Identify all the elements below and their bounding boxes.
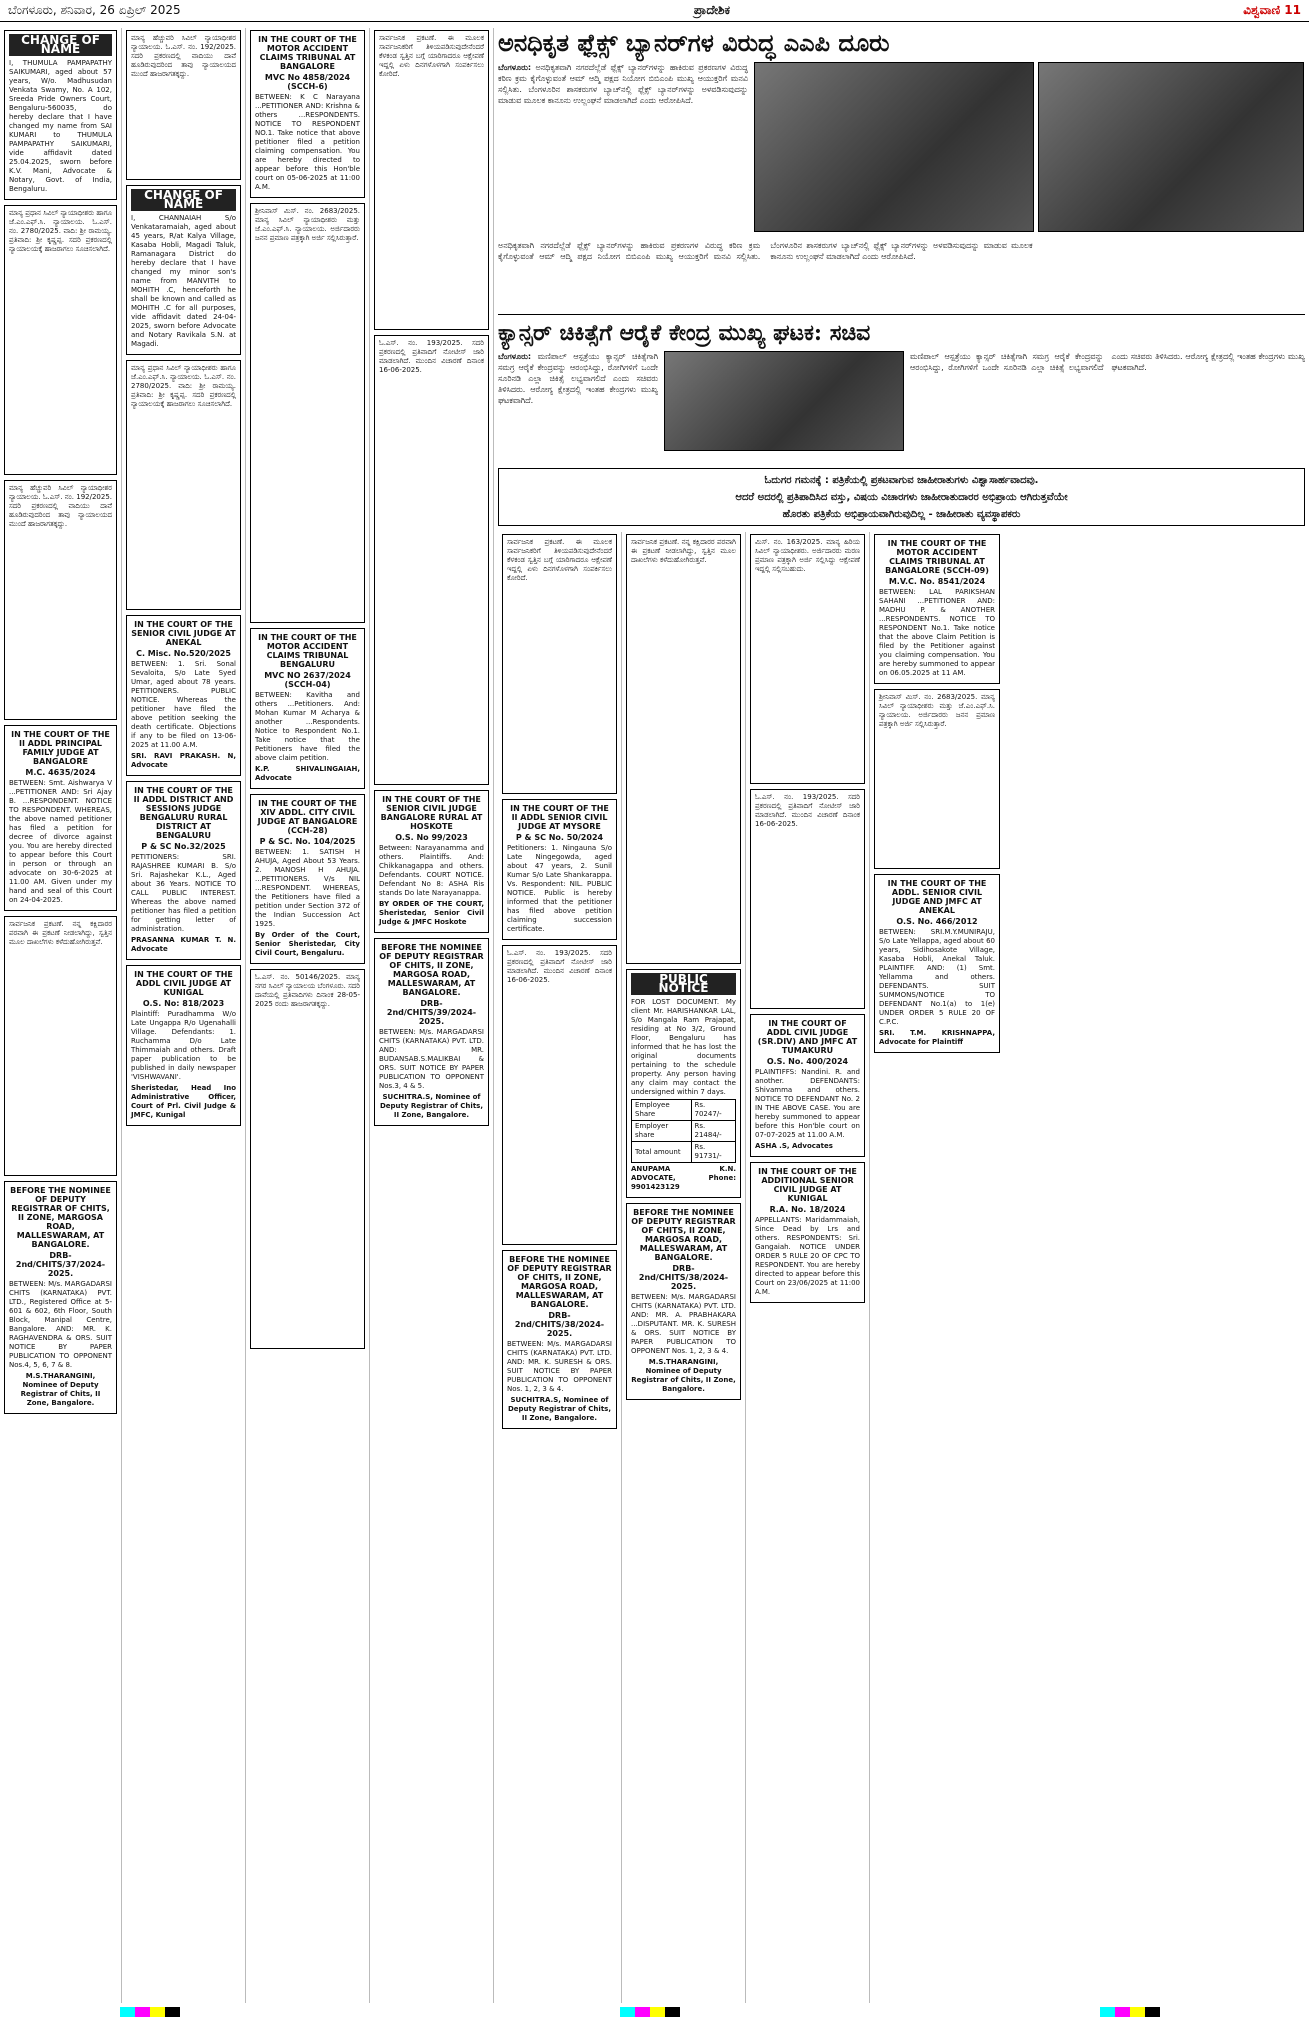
signature: M.S.THARANGINI, Nominee of Deputy Registrar of Chits, II Zone, Bangalore. (631, 1358, 736, 1393)
second-continuation (910, 351, 1305, 451)
kannada-notice-2 (4, 480, 117, 720)
case-number: DRB-2nd/CHITS/39/2024-2025. (386, 999, 477, 1026)
color-registration-mark (620, 2007, 680, 2017)
contact: ANUPAMA K.N. ADVOCATE, Phone: 9901423129 (631, 1165, 736, 1191)
kannada-notice-10 (502, 534, 617, 794)
kannada-notice-13 (750, 534, 865, 784)
court-notice-mvc8541 (874, 534, 1000, 684)
court-name: IN THE COURT OF THE ADDL CIVIL JUDGE AT KUNIGAL (134, 970, 233, 997)
ad-body: ಮಿಸ್. ನಂ. 163/2025. ಮಾನ್ಯ ಹಿರಿಯ ಸಿವಿಲ್ ನ್ಯಾಯಾಧೀಶರು. ಅರ್ಜಿದಾರರು ಮರಣ ಪ್ರಮಾಣ ಪತ್ರಕ್ಕಾಗಿ ಅರ್ಜಿ ಸಲ್ಲಿಸಿದ್ದು ಆಕ್ಷೇಪಣೆ ಇದ್ದಲ್ಲಿ ಸಲ್ಲಿಸಬಹುದು. (755, 538, 860, 573)
case-number: C. Misc. No.520/2025 (136, 649, 231, 658)
kannada-notice-1 (4, 205, 117, 475)
case-number: M.V.C. No. 8541/2024 (888, 577, 986, 586)
kannada-notice-11 (502, 945, 617, 1245)
ad-body: BETWEEN: M/s. MARGADARSI CHITS (KARNATAKA) PVT. LTD. AND: MR. A. PRABHAKARA ...DISPUTANT. MR. K. SURESH & ORS. SUIT NOTICE BY PAPER PUBLICATION TO OPPONENT Nos. 1, 2, 3 & 4. (631, 1293, 736, 1355)
lead-continuation (498, 240, 1305, 310)
ad-body: ಮಾನ್ಯ ಪ್ರಧಾನ ಸಿವಿಲ್ ನ್ಯಾಯಾಧೀಶರು ಹಾಗೂ ಜೆ.ಎಂ.ಎಫ್.ಸಿ. ನ್ಯಾಯಾಲಯ. ಓ.ಎಸ್. ನಂ. 2780/2025. ವಾದಿ: ಶ್ರೀ ರಾಮಯ್ಯ. ಪ್ರತಿವಾದಿ: ಶ್ರೀ ಕೃಷ್ಣಪ್ಪ. ಸದರಿ ಪ್ರಕರಣದಲ್ಲಿ ನ್ಯಾಯಾಲಯಕ್ಕೆ ಹಾಜರಾಗಲು ಸೂಚಿಸಲಾಗಿದೆ. (131, 364, 236, 408)
chits-notice-2 (374, 938, 489, 1126)
ad-body: ಮಾನ್ಯ ಹೆಚ್ಚುವರಿ ಸಿವಿಲ್ ನ್ಯಾಯಾಧೀಶರ ನ್ಯಾಯಾಲಯ. ಓ.ಎಸ್. ನಂ. 192/2025. ಸದರಿ ಪ್ರಕರಣದಲ್ಲಿ ವಾದಿಯು ದಾವೆ ಹೂಡಿರುವುದರಿಂದ ತಾವು ನ್ಯಾಯಾಲಯದ ಮುಂದೆ ಹಾಜರಾಗತಕ್ಕದ್ದು. (131, 34, 236, 78)
second-headline: ಕ್ಯಾನ್ಸರ್ ಚಿಕಿತ್ಸೆಗೆ ಆರೈಕೆ ಕೇಂದ್ರ ಮುಖ್ಯ ಘಟಕ: ಸಚಿವ (498, 320, 871, 346)
change-of-name-ad-2 (126, 185, 241, 355)
case-number: DRB-2nd/CHITS/37/2024-2025. (15, 1251, 106, 1278)
court-notice-pnc104 (250, 794, 365, 964)
court-name: IN THE COURT OF THE MOTOR ACCIDENT CLAIMS TRIBUNAL AT BANGALORE (SCCH-09) (885, 539, 989, 575)
ad-body: ಶ್ರೀನಿವಾಸ್ ಮಿಸ್. ನಂ. 2683/2025. ಮಾನ್ಯ ಸಿವಿಲ್ ನ್ಯಾಯಾಧೀಶರು ಮತ್ತು ಜೆ.ಎಂ.ಎಫ್.ಸಿ. ನ್ಯಾಯಾಲಯ. ಅರ್ಜಿದಾರರು ಜನನ ಪ್ರಮಾಣ ಪತ್ರಕ್ಕಾಗಿ ಅರ್ಜಿ ಸಲ್ಲಿಸಿರುತ್ತಾರೆ. (255, 207, 360, 242)
ad-body: ಸಾರ್ವಜನಿಕ ಪ್ರಕಟಣೆ. ನನ್ನ ಕಕ್ಷಿದಾರರ ಪರವಾಗಿ ಈ ಪ್ರಕಟಣೆ ನೀಡಲಾಗಿದ್ದು, ಸ್ವತ್ತಿನ ಮೂಲ ದಾಖಲೆಗಳು ಕಳೆದುಹೋಗಿರುತ್ತವೆ. (9, 920, 112, 946)
court-name: IN THE COURT OF THE SENIOR CIVIL JUDGE BANGALORE RURAL AT HOSKOTE (380, 795, 483, 831)
court-name: BEFORE THE NOMINEE OF DEPUTY REGISTRAR OF CHITS, II ZONE, MARGOSA ROAD, MALLESWARAM, AT BANGALORE. (10, 1186, 111, 1249)
ad-body: FOR LOST DOCUMENT. My client Mr. HARISHANKAR LAL, S/o Mangala Ram Prajapat, residing at No 3/2, Ground Floor, Bengaluru has informed that he has lost the original documents pertaining to the schedule property. Any person having any claim may contact the undersigned within 7 days. (631, 998, 736, 1096)
column-1 (0, 28, 122, 2003)
ad-body: Between: Narayanamma and others. Plaintiffs. And: Chikkanagappa and others. Defendants. COURT NOTICE. Defendant No 8: ASHA Ris stands Do late Narayanappa. (379, 844, 484, 897)
case-number: MVC NO 2637/2024 (SCCH-04) (264, 671, 351, 689)
court-notice-ra18 (750, 1162, 865, 1303)
ad-banner: CHANGE OF NAME (131, 189, 236, 211)
case-number: M.C. 4635/2024 (25, 768, 96, 777)
signature: SRI. T.M. KRISHNAPPA, Advocate for Plaintiff (879, 1029, 995, 1046)
ad-body: BETWEEN: SRI.M.Y.MUNIRAJU, S/o Late Yellappa, aged about 60 years, Sidihosakote Village, Kasaba Hobli, Anekal Taluk. PLAINTIFF. AND: (1) Smt. Yellamma and others. DEFENDANTS. SUIT SUMMONS/NOTICE TO DEFENDANT No.1(a) to 1(e) UNDER ORDER 5 RULE 20 OF C.P.C. (879, 928, 995, 1026)
case-number: P & SC No.32/2025 (141, 842, 226, 851)
court-name: BEFORE THE NOMINEE OF DEPUTY REGISTRAR OF CHITS, II ZONE, MARGOSA ROAD, MALLESWARAM, AT BANGALORE. (631, 1208, 736, 1262)
court-notice-os99 (374, 790, 489, 933)
table-row (632, 1142, 736, 1163)
ad-body: BETWEEN: K C Narayana ...PETITIONER AND: Krishna & others ...RESPONDENTS. NOTICE TO RESPONDENT NO.1. Take notice that above petitioner filed a petition claiming compensation. You are hereby directed to appear before this Hon'ble court on 05-06-2025 at 11:00 A.M. (255, 93, 360, 191)
case-number: O.S. No: 818/2023 (142, 999, 225, 1008)
case-number: P & SC No. 50/2024 (515, 833, 604, 842)
ad-body: BETWEEN: Kavitha and others ...Petitioners. And: Mohan Kumar M Acharya & another ...Respondents. Notice to Respondent No.1. Take notice that the Petitioners have filed the above claim petition. (255, 691, 360, 762)
court-notice-mvc4858 (250, 30, 365, 198)
second-photo (664, 351, 904, 451)
kannada-notice-15 (874, 689, 1000, 869)
court-notice-mc4635 (4, 725, 117, 911)
ad-body: BETWEEN: 1. Sri. Sonal Sevaloita, S/o Late Syed Umar, aged about 78 years. PETITIONERS. PUBLIC NOTICE. Whereas the petitioner have filed the above petition seeking the death certificate. Objections if any to be filed on 13-06-2025 at 11.00 A.M. (131, 660, 236, 749)
case-number: DRB-2nd/CHITS/38/2024-2025. (514, 1311, 605, 1338)
court-name: IN THE COURT OF THE II ADDL PRINCIPAL FAMILY JUDGE AT BANGALORE (11, 730, 110, 766)
column-6 (622, 532, 746, 2003)
signature: SUCHITRA.S, Nominee of Deputy Registrar of Chits, II Zone, Bangalore. (379, 1093, 483, 1119)
ad-body: PETITIONERS: SRI. RAJASHREE KUMARI B. S/o Sri. Rajashekar K.L., Aged about 36 Years. NOTICE TO CALL PUBLIC INTEREST. Whereas the above named petitioner has filed a petition for getting letter of administration. (131, 853, 236, 933)
ad-body: ಸಾರ್ವಜನಿಕ ಪ್ರಕಟಣೆ. ನನ್ನ ಕಕ್ಷಿದಾರರ ಪರವಾಗಿ ಈ ಪ್ರಕಟಣೆ ನೀಡಲಾಗಿದ್ದು, ಸ್ವತ್ತಿನ ಮೂಲ ದಾಖಲೆಗಳು ಕಳೆದುಹೋಗಿರುತ್ತವೆ. (631, 538, 736, 564)
second-story (498, 314, 1305, 464)
case-number: O.S. No. 400/2024 (766, 1057, 849, 1066)
signature: ASHA .S, Advocates (755, 1142, 833, 1150)
court-notice-pnc32 (126, 781, 241, 960)
lead-text: ಅನಧಿಕೃತವಾಗಿ ನಗರದೆಲ್ಲೆಡೆ ಫ್ಲೆಕ್ಸ್ ಬ್ಯಾನರ್‌ಗಳನ್ನು ಹಾಕಿರುವ ಪ್ರಕರಣಗಳ ವಿರುದ್ಧ ಕಠಿಣ ಕ್ರಮ ಕೈಗೊಳ್ಳುವಂತೆ ಆಮ್ ಆದ್ಮಿ ಪಕ್ಷದ ನಿಯೋಗ ಬಿಬಿಎಂಪಿ ಮುಖ್ಯ ಆಯುಕ್ತರಿಗೆ ಮನವಿ ಸಲ್ಲಿಸಿತು. ಬೆಂಗಳೂರಿನ ಶಾಸಕರುಗಳ ಬ್ಯಾಚ್‌ನಲ್ಲಿ ಫ್ಲೆಕ್ಸ್ ಬ್ಯಾನರ್‌ಗಳನ್ನು ಅಳವಡಿಸುವುದನ್ನು ಮಾಡುವ ಮೂಲಕ ಕಾನೂನು ಉಲ್ಲಂಘನೆ ಮಾಡಲಾಗಿದೆ ಎಂದು ಆರೋಪಿಸಿದೆ. (498, 63, 748, 105)
ad-body: BETWEEN: M/s. MARGADARSI CHITS (KARNATAKA) PVT. LTD. AND: MR. K. SURESH & ORS. SUIT NOTICE BY PAPER PUBLICATION TO OPPONENT Nos. 1, 2, 3 & 4. (507, 1340, 612, 1393)
court-name: IN THE COURT OF THE XIV ADDL. CITY CIVIL JUDGE AT BANGALORE (CCH-28) (257, 799, 358, 835)
table-cell: Employee Share (632, 1100, 692, 1121)
schedule-table (631, 1099, 736, 1163)
table-row (632, 1100, 736, 1121)
court-notice-os400 (750, 1014, 865, 1157)
signature: M.S.THARANGINI, Nominee of Deputy Registrar of Chits, II Zone, Bangalore. (20, 1372, 101, 1407)
ad-body: ಮಾನ್ಯ ಪ್ರಧಾನ ಸಿವಿಲ್ ನ್ಯಾಯಾಧೀಶರು ಹಾಗೂ ಜೆ.ಎಂ.ಎಫ್.ಸಿ. ನ್ಯಾಯಾಲಯ. ಓ.ಎಸ್. ನಂ. 2780/2025. ವಾದಿ: ಶ್ರೀ ರಾಮಯ್ಯ. ಪ್ರತಿವಾದಿ: ಶ್ರೀ ಕೃಷ್ಣಪ್ಪ. ಸದರಿ ಪ್ರಕರಣದಲ್ಲಿ ನ್ಯಾಯಾಲಯಕ್ಕೆ ಹಾಜರಾಗಲು ಸೂಚಿಸಲಾಗಿದೆ. (9, 209, 112, 253)
kannada-notice-8 (374, 30, 489, 330)
lead-photo-group (754, 62, 1304, 232)
court-name: IN THE COURT OF THE II ADDL DISTRICT AND SESSIONS JUDGE BENGALURU RURAL DISTRICT AT BENGALURU (133, 786, 234, 840)
case-number: P & SC. No. 104/2025 (259, 837, 356, 846)
column-4 (370, 28, 494, 2003)
court-name: IN THE COURT OF THE MOTOR ACCIDENT CLAIMS TRIBUNAL BENGALURU (258, 633, 357, 669)
signature: SRI. RAVI PRAKASH. N, Advocate (131, 752, 236, 769)
reader-notice-bar (498, 468, 1305, 526)
kannada-notice-5 (126, 360, 241, 610)
column-3 (246, 28, 370, 2003)
kannada-notice-7 (250, 969, 365, 1349)
ad-body: ಶ್ರೀನಿವಾಸ್ ಮಿಸ್. ನಂ. 2683/2025. ಮಾನ್ಯ ಸಿವಿಲ್ ನ್ಯಾಯಾಧೀಶರು ಮತ್ತು ಜೆ.ಎಂ.ಎಫ್.ಸಿ. ನ್ಯಾಯಾಲಯ. ಅರ್ಜಿದಾರರು ಜನನ ಪ್ರಮಾಣ ಪತ್ರಕ್ಕಾಗಿ ಅರ್ಜಿ ಸಲ್ಲಿಸಿರುತ್ತಾರೆ. (879, 693, 995, 728)
color-registration-mark (120, 2007, 180, 2017)
court-notice-os818 (126, 965, 241, 1126)
court-name: IN THE COURT OF THE ADDL. SENIOR CIVIL JUDGE AND JMFC AT ANEKAL (887, 879, 987, 915)
chits-notice-1 (4, 1181, 117, 1414)
column-7 (746, 532, 870, 2003)
ad-body: ಮಾನ್ಯ ಹೆಚ್ಚುವರಿ ಸಿವಿಲ್ ನ್ಯಾಯಾಧೀಶರ ನ್ಯಾಯಾಲಯ. ಓ.ಎಸ್. ನಂ. 192/2025. ಸದರಿ ಪ್ರಕರಣದಲ್ಲಿ ವಾದಿಯು ದಾವೆ ಹೂಡಿರುವುದರಿಂದ ತಾವು ನ್ಯಾಯಾಲಯದ ಮುಂದೆ ಹಾಜರಾಗತಕ್ಕದ್ದು. (9, 484, 112, 528)
column-8 (870, 532, 1004, 2003)
court-name: BEFORE THE NOMINEE OF DEPUTY REGISTRAR OF CHITS, II ZONE, MARGOSA ROAD, MALLESWARAM, AT BANGALORE. (507, 1255, 612, 1309)
ad-body: Petitioners: 1. Ningauna S/o Late Ningegowda, aged about 47 years, 2. Sunil Kumar S/o Late Shankarappa. Vs. Respondent: NIL. PUBLIC NOTICE. Public is hereby informed that the petitioner has filed above petition claiming succession certificate. (507, 844, 612, 933)
court-notice-cmisc520 (126, 615, 241, 776)
case-number: O.S. No. 466/2012 (896, 917, 978, 926)
change-of-name-ad-1 (4, 30, 117, 200)
kannada-notice-12 (626, 534, 741, 964)
lead-photo-1 (754, 62, 1034, 232)
ad-body: BETWEEN: 1. SATISH H AHUJA, Aged About 53 Years. 2. MANOSH H AHUJA. ...PETITIONERS. V/s NIL ...RESPONDENT. WHEREAS, the Petitioners have filed a petition under Section 372 of the Indian Succession Act 1925. (255, 848, 360, 928)
lead-text: ಅನಧಿಕೃತವಾಗಿ ನಗರದೆಲ್ಲೆಡೆ ಫ್ಲೆಕ್ಸ್ ಬ್ಯಾನರ್‌ಗಳನ್ನು ಹಾಕಿರುವ ಪ್ರಕರಣಗಳ ವಿರುದ್ಧ ಕಠಿಣ ಕ್ರಮ ಕೈಗೊಳ್ಳುವಂತೆ ಆಮ್ ಆದ್ಮಿ ಪಕ್ಷದ ನಿಯೋಗ ಬಿಬಿಎಂಪಿ ಮುಖ್ಯ ಆಯುಕ್ತರಿಗೆ ಮನವಿ ಸಲ್ಲಿಸಿತು. ಬೆಂಗಳೂರಿನ ಶಾಸಕರುಗಳ ಬ್ಯಾಚ್‌ನಲ್ಲಿ ಫ್ಲೆಕ್ಸ್ ಬ್ಯಾನರ್‌ಗಳನ್ನು ಅಳವಡಿಸುವುದನ್ನು ಮಾಡುವ ಮೂಲಕ ಕಾನೂನು ಉಲ್ಲಂಘನೆ ಮಾಡಲಾಗಿದೆ ಎಂದು ಆರೋಪಿಸಿದೆ. (498, 241, 1033, 261)
ad-body: ಸಾರ್ವಜನಿಕ ಪ್ರಕಟಣೆ. ಈ ಮೂಲಕ ಸಾರ್ವಜನಿಕರಿಗೆ ತಿಳಿಯಪಡಿಸುವುದೇನೆಂದರೆ ಕೆಳಕಂಡ ಸ್ವತ್ತಿನ ಬಗ್ಗೆ ಯಾರಿಗಾದರೂ ಆಕ್ಷೇಪಣೆ ಇದ್ದಲ್ಲಿ ಏಳು ದಿನಗಳೊಳಗಾಗಿ ಸಂಪರ್ಕಿಸಲು ಕೋರಿದೆ. (379, 34, 484, 78)
ad-body: BETWEEN: LAL PARIKSHAN SAHANI ...PETITIONER AND: MADHU P. & ANOTHER ...RESPONDENTS. NOTICE TO RESPONDENT No.1. Take notice that the above Claim Petition is filed by the Petitioner against you claiming compensation. You are hereby summoned to appear on 06.05.2025 at 11 AM. (879, 588, 995, 677)
second-dateline: ಬೆಂಗಳೂರು: (498, 352, 532, 361)
ad-body: ಓ.ಎಸ್. ನಂ. 50146/2025. ಮಾನ್ಯ ನಗರ ಸಿವಿಲ್ ನ್ಯಾಯಾಲಯ ಬೆಂಗಳೂರು. ಸದರಿ ದಾವೆಯಲ್ಲಿ ಪ್ರತಿವಾದಿಗಳು ದಿನಾಂಕ 28-05-2025 ರಂದು ಹಾಜರಾಗತಕ್ಕದ್ದು. (255, 973, 360, 1008)
court-notice-os466 (874, 874, 1000, 1053)
ad-body: PLAINTIFFS: Nandini. R. and another. DEFENDANTS: Shivamma and others. NOTICE TO DEFENDANT No. 2 IN THE ABOVE CASE. You are hereby summoned to appear before this Hon'ble court on 07-07-2025 at 11.00 A.M. (755, 1068, 860, 1139)
notice-line-1: ಓದುಗರ ಗಮನಕ್ಕೆ : ಪತ್ರಿಕೆಯಲ್ಲಿ ಪ್ರಕಟವಾಗುವ ಜಾಹೀರಾತುಗಳು ವಿಶ್ವಾಸಾರ್ಹವಾದವು. (764, 475, 1039, 486)
ad-body: I, CHANNAIAH S/o Venkataramaiah, aged about 45 years, R/at Kalya Village, Kasaba Hobli, Magadi Taluk, Ramanagara District do hereby declare that I have changed my minor son's name from MANVITH to MOHITH .C, henceforth he shall be known and called as MOHITH .C for all purposes, vide affidavit dated 24-04-2025, sworn before Advocate and Notary Ravikala S.N. at Magadi. (131, 214, 236, 348)
ad-banner: CHANGE OF NAME (9, 34, 112, 56)
ad-body: APPELLANTS: Maridammaiah, Since Dead by Lrs and others. RESPONDENTS: Sri. Gangaiah. NOTICE UNDER ORDER 5 RULE 20 OF CPC TO RESPONDENT. You are hereby directed to appear before this Court on 23/06/2025 at 11:00 A.M. (755, 1216, 860, 1296)
lead-headline: ಅನಧಿಕೃತ ಫ್ಲೆಕ್ಸ್ ಬ್ಯಾನರ್‌ಗಳ ವಿರುದ್ಧ ಎಎಪಿ ದೂರು (498, 28, 890, 57)
kannada-notice-3 (4, 916, 117, 1176)
chits-notice-4 (626, 1203, 741, 1400)
case-number: R.A. No. 18/2024 (769, 1205, 846, 1214)
ad-body: ಸಾರ್ವಜನಿಕ ಪ್ರಕಟಣೆ. ಈ ಮೂಲಕ ಸಾರ್ವಜನಿಕರಿಗೆ ತಿಳಿಯಪಡಿಸುವುದೇನೆಂದರೆ ಕೆಳಕಂಡ ಸ್ವತ್ತಿನ ಬಗ್ಗೆ ಯಾರಿಗಾದರೂ ಆಕ್ಷೇಪಣೆ ಇದ್ದಲ್ಲಿ ಏಳು ದಿನಗಳೊಳಗಾಗಿ ಸಂಪರ್ಕಿಸಲು ಕೋರಿದೆ. (507, 538, 612, 582)
table-cell: Total amount (632, 1142, 692, 1163)
lead-body (498, 62, 748, 232)
notice-line-3: ಹೊರತು ಪತ್ರಿಕೆಯ ಅಭಿಪ್ರಾಯವಾಗಿರುವುದಿಲ್ಲ - ಜಾಹೀರಾತು ವ್ಯವಸ್ಥಾಪಕರು (782, 509, 1021, 520)
header-section: ಪ್ರಾದೇಶಿಕ (693, 3, 731, 17)
color-registration-mark (1100, 2007, 1160, 2017)
column-2 (122, 28, 246, 2003)
ad-body: BETWEEN: Smt. Aishwarya V ...PETITIONER AND: Sri Ajay B. ...RESPONDENT. NOTICE TO RESPONDENT. WHEREAS, the above named petitioner has filed a petition for decree of divorce against you. You are hereby directed to appear before this Court in person or through an advocate on 30-6-2025 at 11.00 AM. Given under my hand and seal of this Court on 24-04-2025. (9, 779, 112, 904)
header-brand: ವಿಶ್ವವಾಣಿ 11 (1243, 3, 1301, 17)
second-text: ಮಣಿಪಾಲ್ ಆಸ್ಪತ್ರೆಯು ಕ್ಯಾನ್ಸರ್ ಚಿಕಿತ್ಸೆಗಾಗಿ ಸಮಗ್ರ ಆರೈಕೆ ಕೇಂದ್ರವನ್ನು ಆರಂಭಿಸಿದ್ದು, ರೋಗಿಗಳಿಗೆ ಒಂದೇ ಸೂರಿನಡಿ ಎಲ್ಲಾ ಚಿಕಿತ್ಸೆ ಲಭ್ಯವಾಗಲಿದೆ ಎಂದು ಸಚಿವರು ತಿಳಿಸಿದರು. ಆರೋಗ್ಯ ಕ್ಷೇತ್ರದಲ್ಲಿ ಇಂತಹ ಕೇಂದ್ರಗಳು ಮುಖ್ಯ ಘಟಕವಾಗಿದೆ. (498, 352, 658, 405)
second-text: ಮಣಿಪಾಲ್ ಆಸ್ಪತ್ರೆಯು ಕ್ಯಾನ್ಸರ್ ಚಿಕಿತ್ಸೆಗಾಗಿ ಸಮಗ್ರ ಆರೈಕೆ ಕೇಂದ್ರವನ್ನು ಆರಂಭಿಸಿದ್ದು, ರೋಗಿಗಳಿಗೆ ಒಂದೇ ಸೂರಿನಡಿ ಎಲ್ಲಾ ಚಿಕಿತ್ಸೆ ಲಭ್ಯವಾಗಲಿದೆ ಎಂದು ಸಚಿವರು ತಿಳಿಸಿದರು. ಆರೋಗ್ಯ ಕ್ಷೇತ್ರದಲ್ಲಿ ಇಂತಹ ಕೇಂದ್ರಗಳು ಮುಖ್ಯ ಘಟಕವಾಗಿದೆ. (910, 352, 1305, 372)
header-date: ಬೆಂಗಳೂರು, ಶನಿವಾರ, 26 ಏಪ್ರಿಲ್ 2025 (8, 3, 181, 17)
court-notice-mvc2637 (250, 628, 365, 789)
kannada-notice-14 (750, 789, 865, 1009)
kannada-notice-4 (126, 30, 241, 180)
court-name: IN THE COURT OF THE MOTOR ACCIDENT CLAIMS TRIBUNAL AT BANGALORE (258, 35, 357, 71)
ad-body: BETWEEN: M/s. MARGADARSI CHITS (KARNATAKA) PVT. LTD., Registered Office at 5-601 & 602, 6th Floor, South Block, Manipal Centre, Bangalore. AND: MR. K. RAGHAVENDRA & ORS. SUIT NOTICE BY PAPER PUBLICATION TO OPPONENT Nos.4, 5, 6, 7 & 8. (9, 1280, 112, 1369)
signature: SUCHITRA.S, Nominee of Deputy Registrar of Chits, II Zone, Bangalore. (507, 1396, 611, 1422)
ad-body: I, THUMULA PAMPAPATHY SAIKUMARI, aged about 57 years, W/o. Madhusudan Venkata Swamy, No. A 102, Sreeda Pride Owners Court, Bengaluru-560035, do hereby declare that I have changed my name from SAI KUMARI to THUMULA PAMPAPATHY SAIKUMARI, vide affidavit dated 25.04.2025, sworn before K.V. Mani, Advocate & Notary, Govt. of India, Bengaluru. (9, 59, 112, 193)
lead-story (498, 28, 1305, 238)
court-name: IN THE COURT OF ADDL CIVIL JUDGE (SR.DIV) AND JMFC AT TUMAKURU (757, 1019, 858, 1055)
notice-line-2: ಆದರೆ ಅದರಲ್ಲಿ ಪ್ರತಿಪಾದಿಸಿದ ವಸ್ತು, ವಿಷಯ ವಿಚಾರಗಳು ಜಾಹೀರಾತುದಾರರ ಅಭಿಪ್ರಾಯ ಆಗಿರುತ್ತವೆಯೇ (735, 492, 1068, 503)
court-name: BEFORE THE NOMINEE OF DEPUTY REGISTRAR OF CHITS, II ZONE, MARGOSA ROAD, MALLESWARAM, AT BANGALORE. (379, 943, 484, 997)
court-name: IN THE COURT OF THE II ADDL SENIOR CIVIL JUDGE AT MYSORE (510, 804, 609, 831)
kannada-notice-9 (374, 335, 489, 785)
lead-photo-2 (1038, 62, 1304, 232)
chits-notice-3 (502, 1250, 617, 1429)
ad-body: ಓ.ಎಸ್. ನಂ. 193/2025. ಸದರಿ ಪ್ರಕರಣದಲ್ಲಿ ಪ್ರತಿವಾದಿಗೆ ನೋಟೀಸ್ ಜಾರಿ ಮಾಡಲಾಗಿದೆ. ಮುಂದಿನ ವಿಚಾರಣೆ ದಿನಾಂಕ 16-06-2025. (379, 339, 484, 374)
case-number: MVC No 4858/2024 (SCCH-6) (264, 73, 351, 91)
court-name: IN THE COURT OF THE ADDITIONAL SENIOR CIVIL JUDGE AT KUNIGAL (758, 1167, 857, 1203)
column-5 (498, 532, 622, 2003)
court-name: IN THE COURT OF THE SENIOR CIVIL JUDGE AT ANEKAL (131, 620, 236, 647)
table-cell: Rs. 21484/- (691, 1121, 735, 1142)
table-cell: Rs. 91731/- (691, 1142, 735, 1163)
table-row (632, 1121, 736, 1142)
table-cell: Employer share (632, 1121, 692, 1142)
second-body (498, 351, 658, 451)
signature: PRASANNA KUMAR T. N. Advocate (131, 936, 236, 953)
public-notice-ad (626, 969, 741, 1198)
page-header (0, 0, 1309, 22)
table-cell: Rs. 70247/- (691, 1100, 735, 1121)
court-notice-pnc50 (502, 799, 617, 940)
signature: BY ORDER OF THE COURT, Sheristedar, Senior Civil Judge & JMFC Hoskote (379, 900, 484, 926)
lead-dateline: ಬೆಂಗಳೂರು: (498, 63, 532, 72)
ad-body: Plaintiff: Puradhamma W/o Late Ungappa R/o Ugenahalli Village. Defendants: 1. Ruchamma D/o Late Thimmaiah and others. Draft paper publication to be published in daily newspaper 'VISHWAVANI'. (131, 1010, 236, 1081)
signature: By Order of the Court, Senior Sheristedar, City Civil Court, Bengaluru. (255, 931, 360, 957)
case-number: O.S. No 99/2023 (395, 833, 468, 842)
signature: Sheristedar, Head Ino Administrative Officer, Court of Prl. Civil Judge & JMFC, Kunigal (131, 1084, 236, 1119)
ad-body: BETWEEN: M/s. MARGADARSI CHITS (KARNATAKA) PVT. LTD. AND: MR. BUDANSAB.S.MALIKBAI & ORS. SUIT NOTICE BY PAPER PUBLICATION TO OPPONENT Nos.3, 4 & 5. (379, 1028, 484, 1090)
case-number: DRB-2nd/CHITS/38/2024-2025. (638, 1264, 729, 1291)
ad-body: ಓ.ಎಸ್. ನಂ. 193/2025. ಸದರಿ ಪ್ರಕರಣದಲ್ಲಿ ಪ್ರತಿವಾದಿಗೆ ನೋಟೀಸ್ ಜಾರಿ ಮಾಡಲಾಗಿದೆ. ಮುಂದಿನ ವಿಚಾರಣೆ ದಿನಾಂಕ 16-06-2025. (755, 793, 860, 828)
kannada-notice-6 (250, 203, 365, 623)
ad-body: ಓ.ಎಸ್. ನಂ. 193/2025. ಸದರಿ ಪ್ರಕರಣದಲ್ಲಿ ಪ್ರತಿವಾದಿಗೆ ನೋಟೀಸ್ ಜಾರಿ ಮಾಡಲಾಗಿದೆ. ಮುಂದಿನ ವಿಚಾರಣೆ ದಿನಾಂಕ 16-06-2025. (507, 949, 612, 984)
signature: K.P. SHIVALINGAIAH, Advocate (255, 765, 360, 782)
ad-banner: PUBLIC NOTICE (631, 973, 736, 995)
